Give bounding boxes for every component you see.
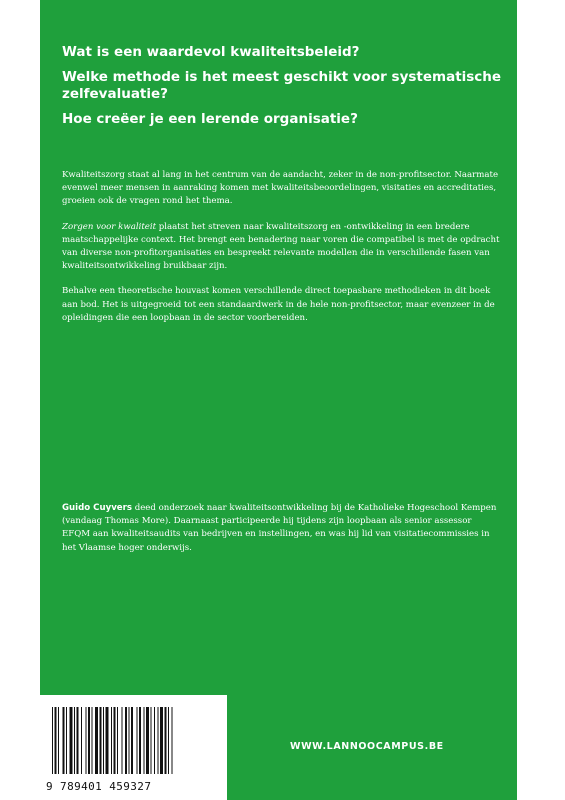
book-title: Zorgen voor kwaliteit [62, 221, 157, 232]
blurb-paragraph-1: Kwaliteitszorg staat al lang in het centrum van de aandacht, zeker in de non-profitsector. Naarmate evenwel meer mensen in aanraking komen met kwaliteitsbeoordelingen, visitaties en accreditaties, groeien ook de vragen rond het thema. [62, 170, 499, 207]
blurb-paragraph-2 [62, 221, 507, 274]
question-3: Hoe creëer je een lerende organisatie? [62, 111, 358, 127]
author-bio-text: deed onderzoek naar kwaliteitsontwikkeling bij de Katholieke Hogeschool Kempen (vandaag Thomas More). Daarnaast participeerde hij tijdens zijn loopbaan als senior assessor EFQM aan kwaliteitsaudits van bedrijven en instellingen, en was hij lid van visitatiecommissies in het Vlaamse hoger onderwijs. [62, 503, 497, 553]
author-name: Guido Cuyvers [62, 503, 132, 513]
author-bio [62, 502, 502, 555]
question-list [62, 44, 502, 136]
back-cover [40, 0, 517, 800]
question-2: Welke methode is het meest geschikt voor systematische zelfevaluatie? [62, 69, 502, 102]
isbn-digits: 9 789401 459327 [46, 780, 152, 793]
barcode [52, 707, 215, 774]
blurb-paragraph-3: Behalve een theoretische houvast komen verschillende direct toepasbare methodieken in dit boek aan bod. Het is uitgegroeid tot een standaardwerk in de hele non-profitsector, maar evenzeer in de opleidingen die een loopbaan in de sector voorbereiden. [62, 286, 495, 323]
barcode-panel [40, 695, 227, 800]
publisher-website[interactable]: WWW.LANNOOCAMPUS.BE [290, 741, 444, 752]
blurb-paragraph-2-text: plaatst het streven naar kwaliteitszorg en -ontwikkeling in een bredere maatschappelijke context. Het brengt een benadering naar voren die compatibel is met de opdracht van diverse non-profitorganisaties en bespreekt relevante modellen die in verschillende fasen van kwaliteitsontwikkeling bruikbaar zijn. [62, 221, 500, 272]
author-paragraph [62, 502, 502, 555]
question-1: Wat is een waardevol kwaliteitsbeleid? [62, 44, 360, 60]
blurb [62, 169, 507, 337]
